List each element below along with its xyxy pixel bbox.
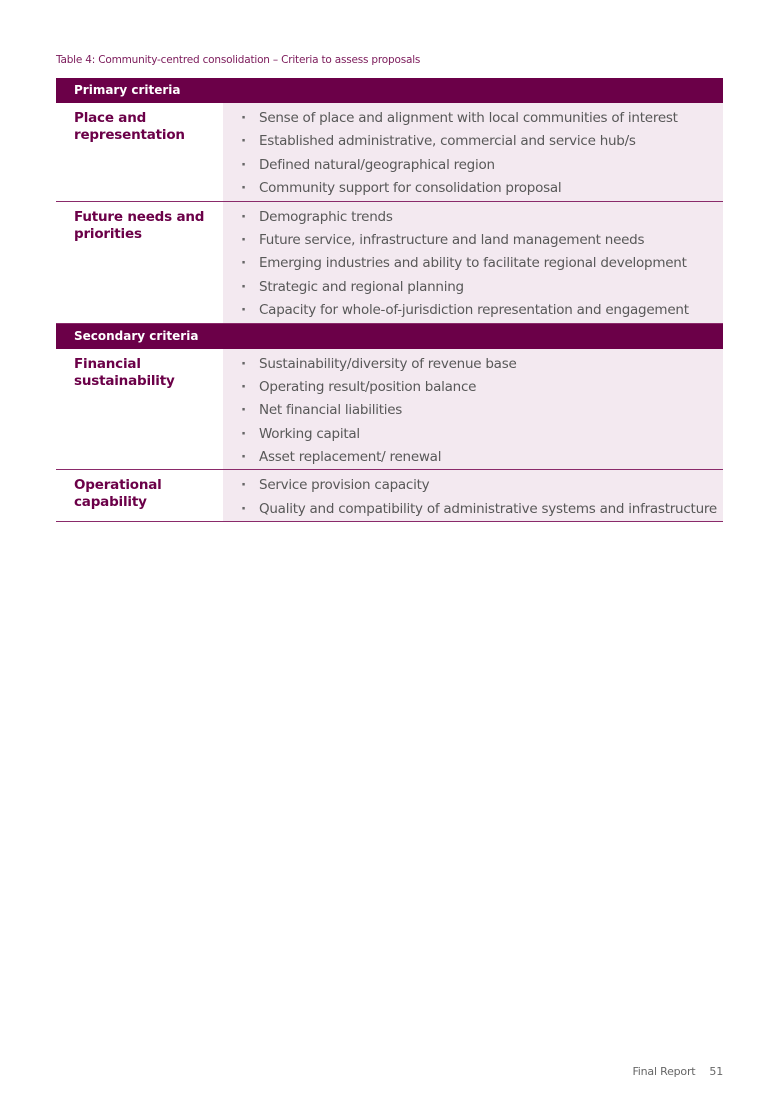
criteria-list [223,470,723,521]
list-item: · Asset replacement/ renewal [223,446,723,469]
row-label: Financial sustainability [74,355,175,389]
criteria-list [223,202,723,323]
table-row [56,349,723,471]
row-label: Place and representation [74,110,185,143]
row-label: Operational capability [74,477,162,511]
criteria-table [56,78,723,522]
list-item: · Sustainability/diversity of revenue base [223,353,723,376]
table-caption: Table 4: Community-centred consolidation – Criteria to assess proposals [56,54,421,66]
list-item: · Demographic trends [223,206,723,229]
table-row [56,470,723,522]
list-item: · Community support for consolidation proposal [223,177,723,200]
list-item: · Emerging industries and ability to facilitate regional development [223,252,723,275]
list-item: · Operating result/position balance [223,376,723,399]
criteria-list [223,103,723,201]
list-item: · Service provision capacity [223,474,723,497]
list-item: · Future service, infrastructure and land management needs [223,229,723,252]
criteria-list [223,349,723,470]
footer-title: Final Report [632,1065,696,1078]
page-number: 51 [709,1065,723,1078]
list-item: · Defined natural/geographical region [223,154,723,177]
list-item: · Capacity for whole-of-jurisdiction representation and engagement [223,299,723,322]
table-row [56,202,723,324]
page-footer [632,1065,723,1078]
list-item: · Sense of place and alignment with local communities of interest [223,107,723,130]
section-header-secondary: Secondary criteria [56,324,723,349]
section-header-primary: Primary criteria [56,78,723,103]
table-row [56,103,723,202]
list-item: · Quality and compatibility of administrative systems and infrastructure [223,498,723,521]
list-item: · Net financial liabilities [223,399,723,422]
row-label: Future needs and priorities [74,208,205,242]
list-item: · Strategic and regional planning [223,276,723,299]
list-item: · Working capital [223,423,723,446]
list-item: · Established administrative, commercial and service hub/s [223,130,723,153]
